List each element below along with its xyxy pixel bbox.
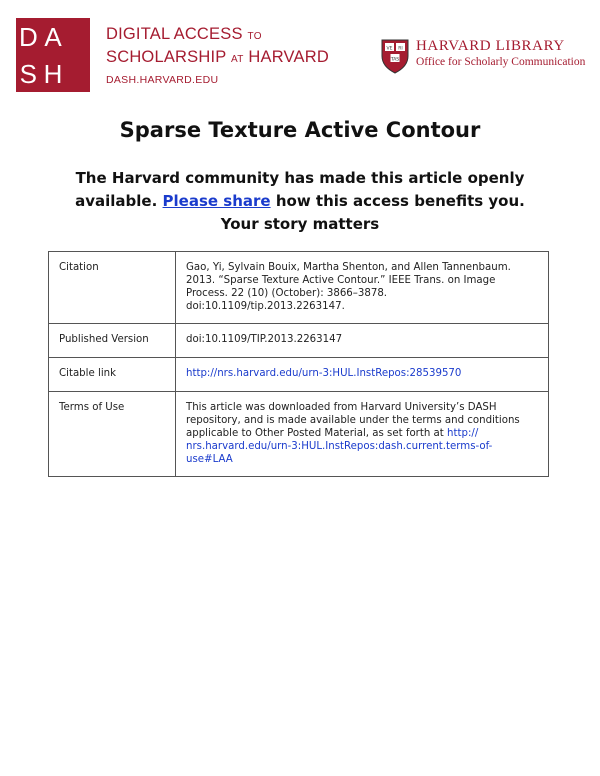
shield-text: VE	[386, 46, 393, 52]
dash-letter: A	[44, 21, 62, 52]
published-version-label: Published Version	[49, 324, 176, 358]
terms-text: This article was downloaded from Harvard University’s DASH repository, and is made available under the terms and conditions applicable to Other Posted Material, as set forth at	[186, 402, 520, 439]
published-version-value: doi:10.1109/TIP.2013.2263147	[176, 324, 549, 358]
harvard-library-wordmark[interactable]	[416, 38, 585, 70]
please-share-link[interactable]: Please share	[162, 192, 271, 210]
harvard-shield-icon	[380, 38, 410, 74]
dash-line1-main: DIGITAL ACCESS	[106, 25, 243, 43]
dash-line1-small: TO	[247, 31, 262, 42]
dash-letter	[65, 18, 90, 55]
share-message	[60, 167, 540, 236]
dash-url-link[interactable]: DASH.HARVARD.EDU	[106, 74, 219, 86]
dash-letter: S	[19, 58, 37, 89]
terms-of-use-value	[176, 392, 549, 477]
metadata-table	[48, 251, 549, 477]
table-row	[49, 392, 549, 477]
dash-line2-end: HARVARD	[248, 48, 329, 66]
dash-line2-small: AT	[230, 54, 244, 65]
citation-label: Citation	[49, 252, 176, 324]
dash-letter: H	[43, 58, 63, 89]
document-title: Sparse Texture Active Contour	[119, 118, 481, 142]
dash-line1	[106, 24, 329, 47]
table-row	[49, 358, 549, 392]
library-name: HARVARD LIBRARY	[416, 38, 565, 54]
dash-logo[interactable]	[16, 18, 90, 92]
dash-letter: D	[18, 21, 38, 52]
citable-link-cell	[176, 358, 549, 392]
shield-text: TAS	[390, 57, 400, 63]
shield-text: RI	[398, 46, 403, 52]
citation-value: Gao, Yi, Sylvain Bouix, Martha Shenton, and Allen Tannenbaum. 2013. “Sparse Texture Active Contour.” IEEE Trans. on Image Process. 22 (10) (October): 3866–3878. doi:10.1109/tip.2013.2263147.	[176, 252, 549, 324]
table-row	[49, 252, 549, 324]
dash-wordmark[interactable]	[106, 24, 329, 86]
library-subtitle: Office for Scholarly Communication	[416, 56, 586, 68]
dash-line2-main: SCHOLARSHIP	[106, 48, 227, 66]
terms-of-use-label: Terms of Use	[49, 392, 176, 477]
dash-line2	[106, 47, 329, 70]
message-part1: The Harvard community has made this article openly available.	[75, 169, 525, 210]
table-row	[49, 324, 549, 358]
citable-link-label: Citable link	[49, 358, 176, 392]
terms-link[interactable]: http:// nrs.harvard.edu/urn-3:HUL.InstRepos:dash.current.terms-of-use#LAA	[186, 428, 493, 465]
dash-letter	[65, 55, 90, 92]
message-part2: how this access benefits you. Your story matters	[220, 192, 525, 233]
citable-link[interactable]: http://nrs.harvard.edu/urn-3:HUL.InstRepos:28539570	[186, 368, 462, 379]
